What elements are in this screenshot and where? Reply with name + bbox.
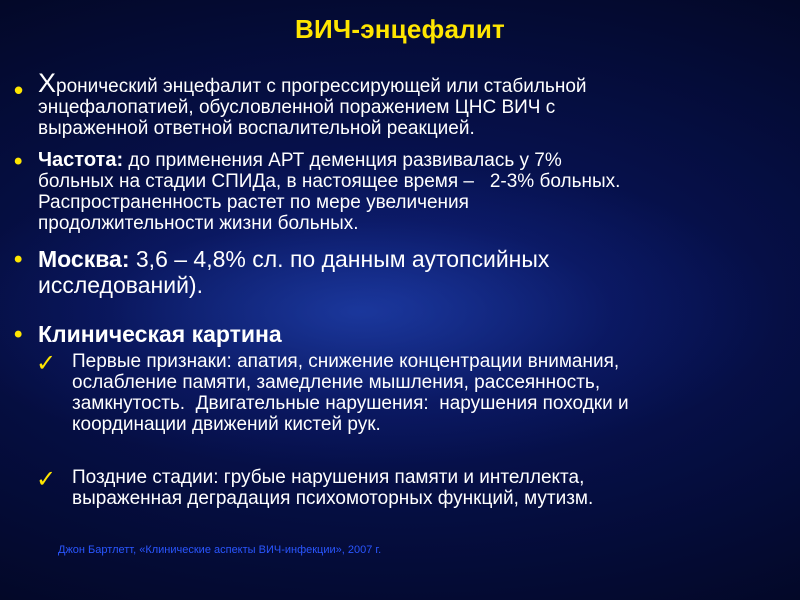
bullet-marker: • [14, 321, 23, 348]
moscow-line-1 [38, 246, 738, 272]
frequency-line-1-rest: до применения АРТ деменция развивалась у 7% [123, 150, 562, 171]
late-line-1: Поздние стадии: грубые нарушения памяти и интеллекта, [72, 467, 585, 488]
early-line-1: Первые признаки: апатия, снижение концентрации внимания, [72, 351, 620, 372]
definition-line-3: выраженной ответной воспалительной реакцией. [38, 118, 475, 139]
clinical-item-late-text [72, 467, 772, 509]
bullet-marker: • [14, 75, 24, 105]
early-line-4: координации движений кистей рук. [72, 414, 381, 435]
definition-line-2: энцефалопатией, обусловленной поражением ЦНС ВИЧ с [38, 97, 556, 118]
check-icon: ✓ [36, 466, 57, 493]
bullet-marker: • [14, 148, 23, 175]
bullet-frequency-text [38, 150, 738, 234]
bullet-definition-text [38, 68, 738, 139]
definition-line-1-rest: ронический энцефалит с прогрессирующей или стабильной [56, 76, 587, 97]
frequency-line-3: Распространенность растет по мере увеличения [38, 192, 469, 213]
clinical-heading: Клиническая картина [38, 321, 282, 347]
frequency-line-1 [38, 150, 738, 171]
bullet-moscow-text [38, 246, 738, 298]
check-icon: ✓ [36, 350, 57, 377]
bullet-marker: • [14, 246, 23, 273]
moscow-lead: Москва: [38, 246, 130, 272]
moscow-line-1-rest: 3,6 – 4,8% сл. по данным аутопсийных [129, 246, 550, 272]
frequency-line-2: больных на стадии СПИДа, в настоящее время – 2-3% больных. [38, 171, 621, 192]
frequency-lead: Частота: [38, 149, 124, 171]
slide-title: ВИЧ-энцефалит [295, 14, 505, 44]
late-line-2: выраженная деградация психомоторных функций, мутизм. [72, 488, 594, 509]
early-line-2: ослабление памяти, замедление мышления, рассеянность, [72, 372, 601, 393]
definition-line-1 [38, 68, 738, 98]
early-line-3: замкнутость. Двигательные нарушения: нарушения походки и [72, 393, 629, 414]
moscow-line-2: исследований). [38, 272, 203, 298]
source-citation: Джон Бартлетт, «Клинические аспекты ВИЧ-инфекции», 2007 г. [58, 544, 382, 556]
definition-first-letter: Х [38, 68, 57, 98]
frequency-line-4: продолжительности жизни больных. [38, 213, 359, 234]
clinical-item-early-text [72, 351, 772, 435]
